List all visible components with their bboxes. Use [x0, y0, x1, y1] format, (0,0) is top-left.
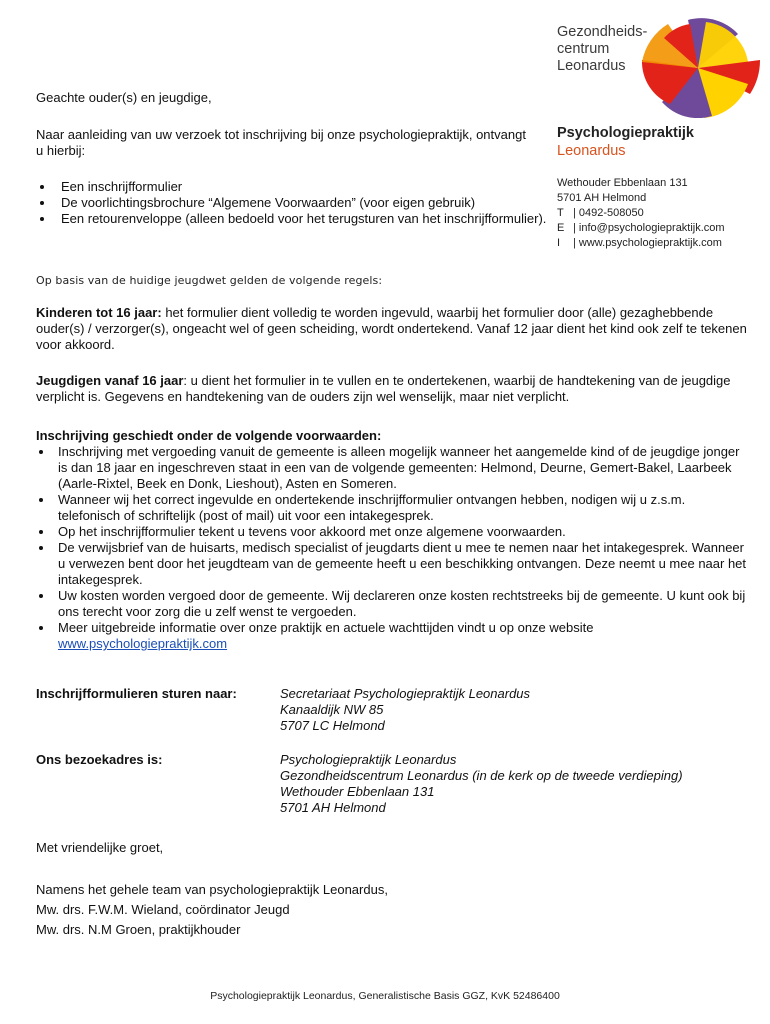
practice-subtitle: Leonardus: [557, 143, 626, 159]
enclosure-list: [36, 179, 561, 227]
website-link[interactable]: www.psychologiepraktijk.com: [58, 636, 228, 651]
signature-line: Namens het gehele team van psychologiepraktijk Leonardus,: [36, 882, 388, 897]
closing: Met vriendelijke groet,: [36, 840, 164, 855]
practice-name: Psychologiepraktijk: [557, 125, 694, 141]
conditions-heading: Inschrijving geschiedt onder de volgende voorwaarden:: [36, 428, 382, 443]
conditions-list: [36, 444, 748, 652]
web-prefix: I: [557, 237, 561, 249]
intro-paragraph: Naar aanleiding van uw verzoek tot inschrijving bij onze psychologiepraktijk, ontvangt u hierbij:: [36, 127, 526, 158]
contact-web[interactable]: | www.psychologiepraktijk.com: [573, 237, 722, 249]
logo-segment-yellow: [698, 22, 748, 68]
youth-paragraph: [36, 373, 751, 405]
email-prefix: E: [557, 222, 565, 234]
logo-line: Gezondheids-: [557, 24, 648, 40]
address-line: Gezondheidscentrum Leonardus (in de kerk op de tweede verdieping): [280, 768, 683, 783]
rules-heading: Op basis van de huidige jeugdwet gelden de volgende regels:: [36, 274, 383, 287]
address-line: 5701 AH Helmond: [280, 800, 386, 815]
signature-line: Mw. drs. F.W.M. Wieland, coördinator Jeugd: [36, 902, 290, 917]
contact-street: Wethouder Ebbenlaan 131: [557, 177, 688, 189]
signature-block: [36, 880, 388, 940]
contact-web-row: [557, 236, 725, 251]
children-paragraph: [36, 305, 751, 353]
visit-address: [280, 752, 683, 816]
list-item: Op het inschrijfformulier tekent u tevens voor akkoord met onze algemene voorwaarden.: [58, 524, 748, 540]
salutation: Geachte ouder(s) en jeugdige,: [36, 90, 212, 105]
youth-text: : u dient het formulier in te vullen en te ondertekenen, waarbij de handtekening van de jeugdige verplicht is. Gegevens en handtekening van de ouders zijn wel wenselijk, maar niet verplicht.: [36, 373, 731, 404]
address-line: Kanaaldijk NW 85: [280, 702, 384, 717]
children-label: Kinderen tot 16 jaar:: [36, 305, 162, 320]
page-footer: Psychologiepraktijk Leonardus, Generalistische Basis GGZ, KvK 52486400: [210, 990, 560, 1002]
list-item: De voorlichtingsbrochure “Algemene Voorwaarden” (voor eigen gebruik): [61, 195, 561, 211]
address-line: Secretariaat Psychologiepraktijk Leonardus: [280, 686, 531, 701]
contact-email[interactable]: | info@psychologiepraktijk.com: [573, 222, 725, 234]
send-to-address: [280, 686, 530, 734]
contact-block: [557, 176, 725, 251]
signature-line: Mw. drs. N.M Groen, praktijkhouder: [36, 922, 241, 937]
list-item: Wanneer wij het correct ingevulde en ondertekende inschrijfformulier ontvangen hebben, nodigen wij u z.s.m. telefonisch of schriftelijk (post of mail) uit voor een intakegesprek.: [58, 492, 748, 524]
children-text: het formulier dient volledig te worden ingevuld, waarbij het formulier door (alle) gezaghebbende ouder(s) / verzorger(s), ongeacht wel of geen scheiding, wordt ondertekend. Vanaf 12 jaar dient het kind ook zelf te tekenen voor akkoord.: [36, 305, 747, 352]
list-item: Een retourenveloppe (alleen bedoeld voor het terugsturen van het inschrijfformulier).: [61, 211, 561, 227]
contact-phone-row: [557, 206, 725, 221]
list-item: Inschrijving met vergoeding vanuit de gemeente is alleen mogelijk wanneer het aangemelde kind of de jeugdige jonger is dan 18 jaar en ingeschreven staat in een van de volgende gemeenten: Helmond, Deurne, Gemert-Bakel, Laarbeek (Aarle-Rixtel, Beek en Donk, Lieshout), Asten en Someren.: [58, 444, 748, 492]
send-to-label: Inschrijfformulieren sturen naar:: [36, 686, 237, 701]
list-item: [58, 620, 748, 652]
list-item: De verwijsbrief van de huisarts, medisch specialist of jeugdarts dient u mee te nemen naar het intakegesprek. Wanneer u verwezen bent door het jeugdteam van de gemeente heeft u een beschikking ontvangen. Deze neemt u mee naar het intakegesprek.: [58, 540, 747, 587]
list-item: Een inschrijfformulier: [61, 179, 561, 195]
address-line: Psychologiepraktijk Leonardus: [280, 752, 457, 767]
logo-line: Leonardus: [557, 58, 626, 74]
logo-pinwheel-icon: [628, 16, 760, 118]
logo-line: centrum: [557, 41, 610, 57]
youth-label: Jeugdigen vanaf 16 jaar: [36, 373, 184, 388]
contact-city: 5701 AH Helmond: [557, 192, 647, 204]
address-line: 5707 LC Helmond: [280, 718, 385, 733]
list-item: Uw kosten worden vergoed door de gemeente. Wij declareren onze kosten rechtstreeks bij de gemeente. U kunt ook bij ons terecht voor zorg die u zelf wenst te vergoeden.: [58, 588, 748, 620]
visit-address-label: Ons bezoekadres is:: [36, 752, 163, 767]
address-line: Wethouder Ebbenlaan 131: [280, 784, 435, 799]
contact-phone: | 0492-508050: [573, 207, 644, 219]
website-info-text: Meer uitgebreide informatie over onze praktijk en actuele wachttijden vindt u op onze website: [58, 620, 594, 635]
phone-prefix: T: [557, 207, 564, 219]
contact-email-row: [557, 221, 725, 236]
